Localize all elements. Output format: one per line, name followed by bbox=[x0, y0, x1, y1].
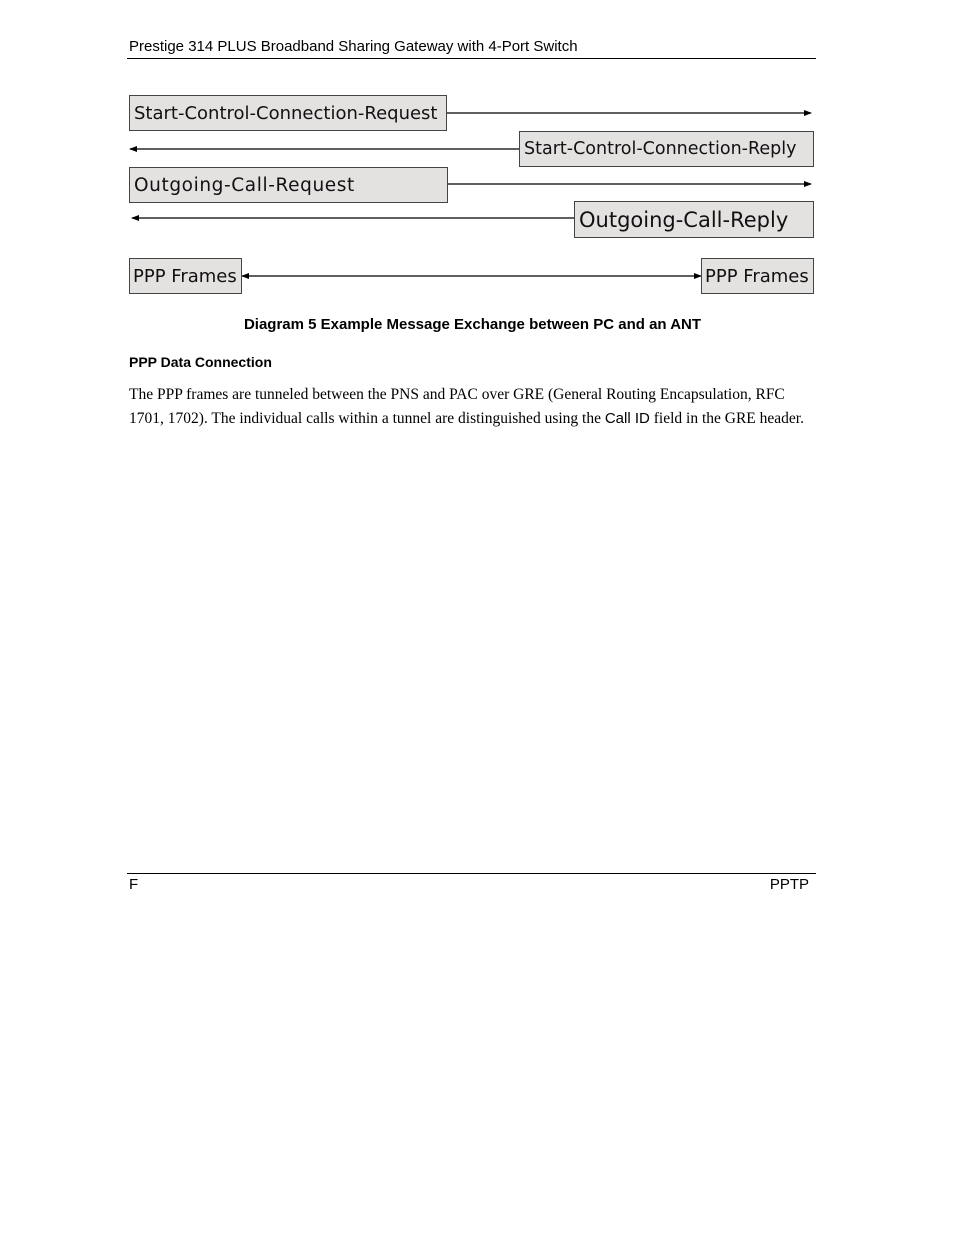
footer-rule bbox=[127, 873, 816, 874]
header-rule bbox=[127, 58, 816, 59]
message-exchange-diagram bbox=[128, 94, 816, 296]
footer-right-label: PPTP bbox=[769, 876, 809, 893]
paragraph-text-part2: field in the GRE header. bbox=[649, 410, 804, 427]
call-id-field-name: Call ID bbox=[604, 410, 650, 427]
footer-left-label: F bbox=[129, 876, 139, 893]
ppp-frames-right-box: PPP Frames bbox=[701, 258, 814, 294]
start-control-connection-request-box: Start-Control-Connection-Request bbox=[129, 95, 447, 131]
body-paragraph bbox=[129, 383, 819, 431]
start-control-connection-reply-box: Start-Control-Connection-Reply bbox=[519, 131, 814, 167]
outgoing-call-reply-box: Outgoing-Call-Reply bbox=[574, 201, 814, 238]
diagram-caption: Diagram 5 Example Message Exchange between PC and an ANT bbox=[243, 316, 702, 333]
outgoing-call-request-box: Outgoing-Call-Request bbox=[129, 167, 448, 203]
ppp-frames-left-box: PPP Frames bbox=[129, 258, 242, 294]
paragraph-text-part1: The PPP frames are tunneled between the PNS and PAC over GRE (General Routing Encapsulation, RFC 1701, 1702). The individual calls within a tunnel are distinguished using the bbox=[129, 386, 785, 427]
section-heading: PPP Data Connection bbox=[129, 354, 272, 370]
page-header-title: Prestige 314 PLUS Broadband Sharing Gateway with 4-Port Switch bbox=[129, 38, 578, 55]
